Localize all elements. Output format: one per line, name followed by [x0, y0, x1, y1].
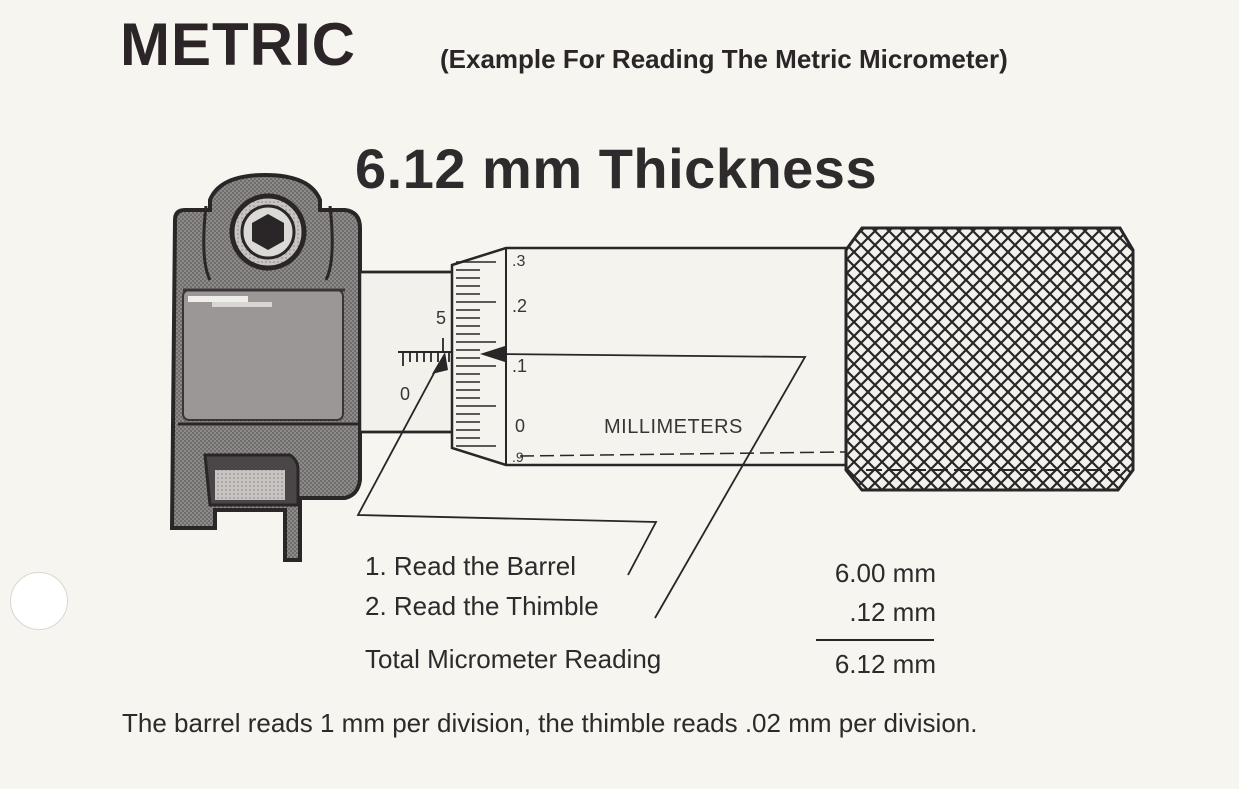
section-subtitle: (Example For Reading The Metric Micrometer) [440, 44, 1008, 74]
total-reading-label: Total Micrometer Reading [365, 644, 662, 674]
page-title: 6.12 mm Thickness [355, 137, 878, 200]
barrel-label-5: 5 [436, 308, 447, 328]
micrometer-frame [172, 175, 360, 560]
thimble-label-3: .3 [512, 253, 526, 270]
micrometer-barrel [360, 272, 455, 432]
step-read-thimble: 2. Read the Thimble [365, 591, 599, 621]
thimble-label-9: .9 [512, 449, 524, 465]
division-note: The barrel reads 1 mm per division, the thimble reads .02 mm per division. [122, 708, 978, 738]
thimble-millimeters-text: MILLIMETERS [604, 416, 743, 438]
section-heading: METRIC [120, 11, 356, 78]
thimble-label-1: .1 [512, 356, 528, 376]
barrel-label-0: 0 [400, 384, 411, 404]
micrometer-ratchet-knob [846, 228, 1133, 490]
step-thimble-value: .12 mm [849, 597, 936, 627]
thimble-label-0: 0 [515, 416, 526, 436]
total-reading-value: 6.12 mm [834, 649, 936, 679]
thimble-label-2: .2 [512, 296, 528, 316]
step-read-barrel: 1. Read the Barrel [365, 551, 577, 581]
step-barrel-value: 6.00 mm [834, 558, 936, 588]
